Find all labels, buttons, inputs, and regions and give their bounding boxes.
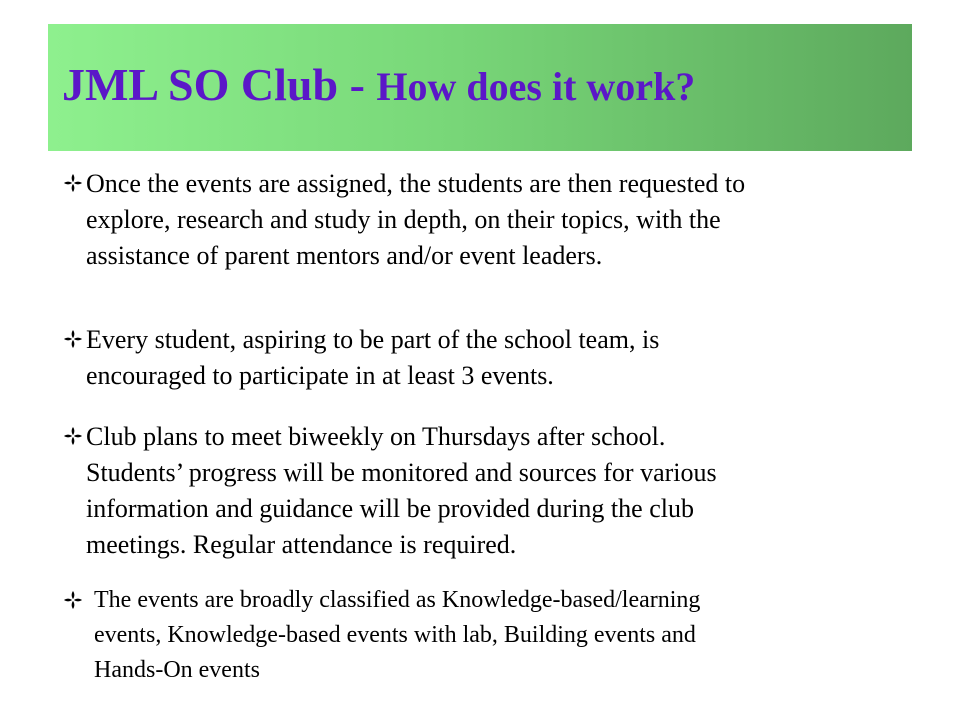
title-main: JML SO Club -	[62, 59, 377, 110]
bullet-text: The events are broadly classified as Knowledge-based/learning events, Knowledge-based events with lab, Building events and Hands-On events	[94, 587, 701, 683]
title-sub: How does it work?	[376, 64, 696, 109]
bullet-text: Every student, aspiring to be part of the school team, is encouraged to participate in at least 3 events.	[86, 325, 660, 390]
bullet-item	[64, 322, 659, 394]
bullet-item	[64, 583, 700, 688]
bullet-text: Once the events are assigned, the students are then requested to explore, research and study in depth, on their topics, with the assistance of parent mentors and/or event leaders.	[86, 169, 746, 270]
slide-title	[62, 59, 696, 110]
bullet-item	[64, 166, 745, 274]
four-petal-diamond-icon	[64, 591, 82, 609]
four-petal-diamond-icon	[64, 330, 82, 348]
four-petal-diamond-icon	[64, 174, 82, 192]
bullet-text: Club plans to meet biweekly on Thursdays after school. Students’ progress will be monitored and sources for various information and guidance will be provided during the club meetings. Regular attendance is required.	[86, 422, 717, 559]
bullet-item	[64, 419, 717, 563]
four-petal-diamond-icon	[64, 427, 82, 445]
